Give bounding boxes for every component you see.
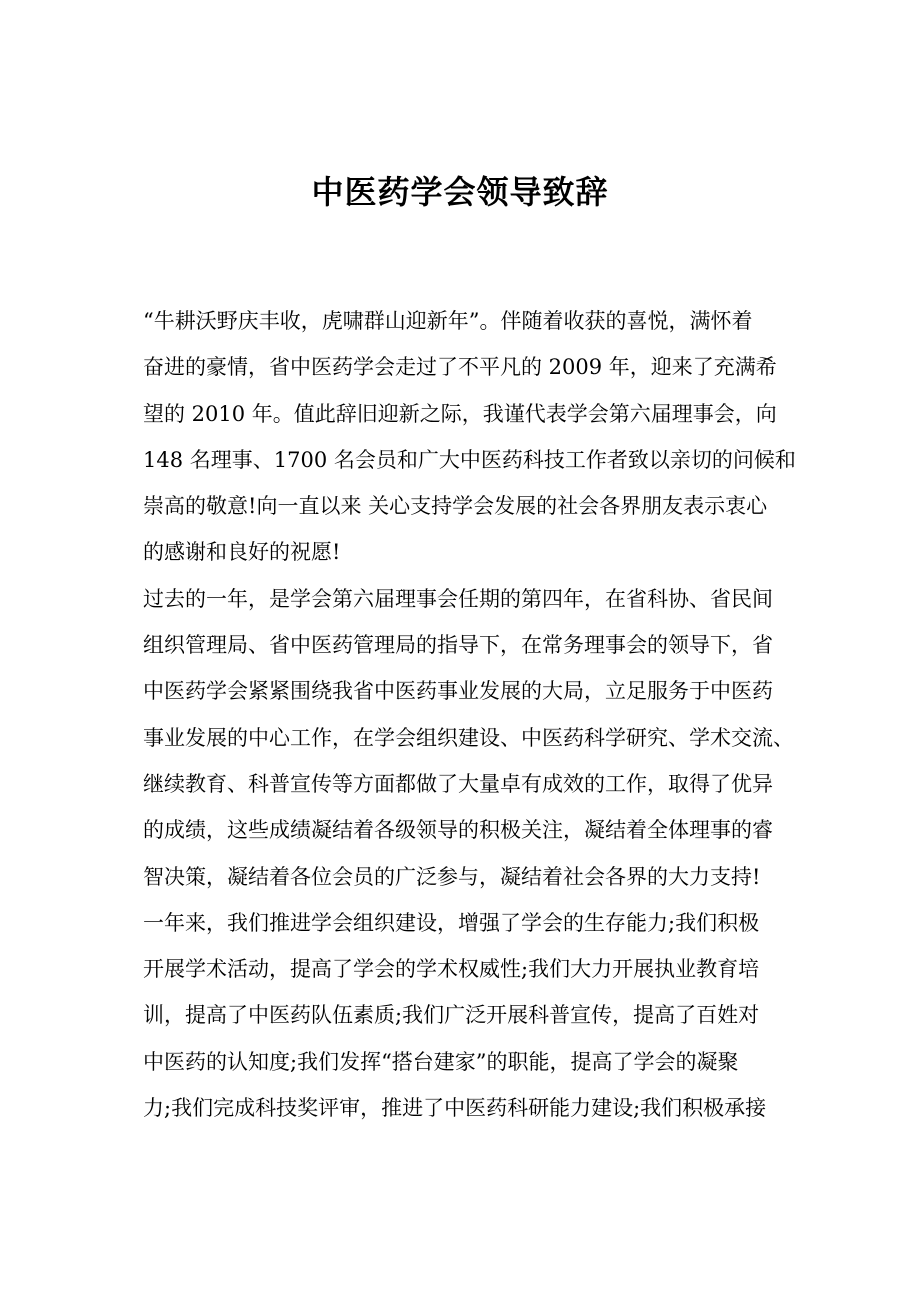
text-line: 148 名理事、1700 名会员和广大中医药科技工作者致以亲切的问候和	[143, 447, 796, 472]
text-line: 组织管理局、省中医药管理局的指导下，在常务理事会的领导下，省	[143, 633, 773, 658]
text-line: 中医药的认知度;我们发挥“搭台建家”的职能，提高了学会的凝聚	[143, 1049, 739, 1074]
text-line: 力;我们完成科技奖评审，推进了中医药科研能力建设;我们积极承接	[143, 1096, 767, 1121]
text-line: 过去的一年，是学会第六届理事会任期的第四年，在省科协、省民间	[143, 586, 773, 611]
text-line: 奋进的豪情，省中医药学会走过了不平凡的 2009 年，迎来了充满希	[143, 355, 777, 380]
text-line: 崇高的敬意!向一直以来 关心支持学会发展的社会各界朋友表示衷心	[143, 494, 768, 519]
text-line: 望的 2010 年。值此辞旧迎新之际，我谨代表学会第六届理事会，向	[143, 401, 777, 426]
text-line: 中医药学会紧紧围绕我省中医药事业发展的大局，立足服务于中医药	[143, 679, 773, 704]
text-line: 一年来，我们推进学会组织建设，增强了学会的生存能力;我们积极	[143, 910, 760, 935]
document-body	[143, 298, 803, 1131]
text-line: 的感谢和良好的祝愿!	[143, 540, 341, 565]
text-line: 的成绩，这些成绩凝结着各级领导的积极关注，凝结着全体理事的睿	[143, 818, 773, 843]
text-line: 继续教育、科普宣传等方面都做了大量卓有成效的工作，取得了优异	[143, 771, 773, 796]
text-line: “牛耕沃野庆丰收，虎啸群山迎新年”。伴随着收获的喜悦，满怀着	[143, 309, 753, 333]
text-line: 智决策，凝结着各位会员的广泛参与，凝结着社会各界的大力支持!	[143, 864, 761, 889]
text-line: 训，提高了中医药队伍素质;我们广泛开展科普宣传，提高了百姓对	[143, 1003, 760, 1028]
document-title: 中医药学会领导致辞	[311, 173, 609, 211]
text-line: 事业发展的中心工作，在学会组织建设、中医药科学研究、学术交流、	[143, 725, 794, 750]
text-line: 开展学术活动，提高了学会的学术权威性;我们大力开展执业教育培	[143, 957, 760, 982]
